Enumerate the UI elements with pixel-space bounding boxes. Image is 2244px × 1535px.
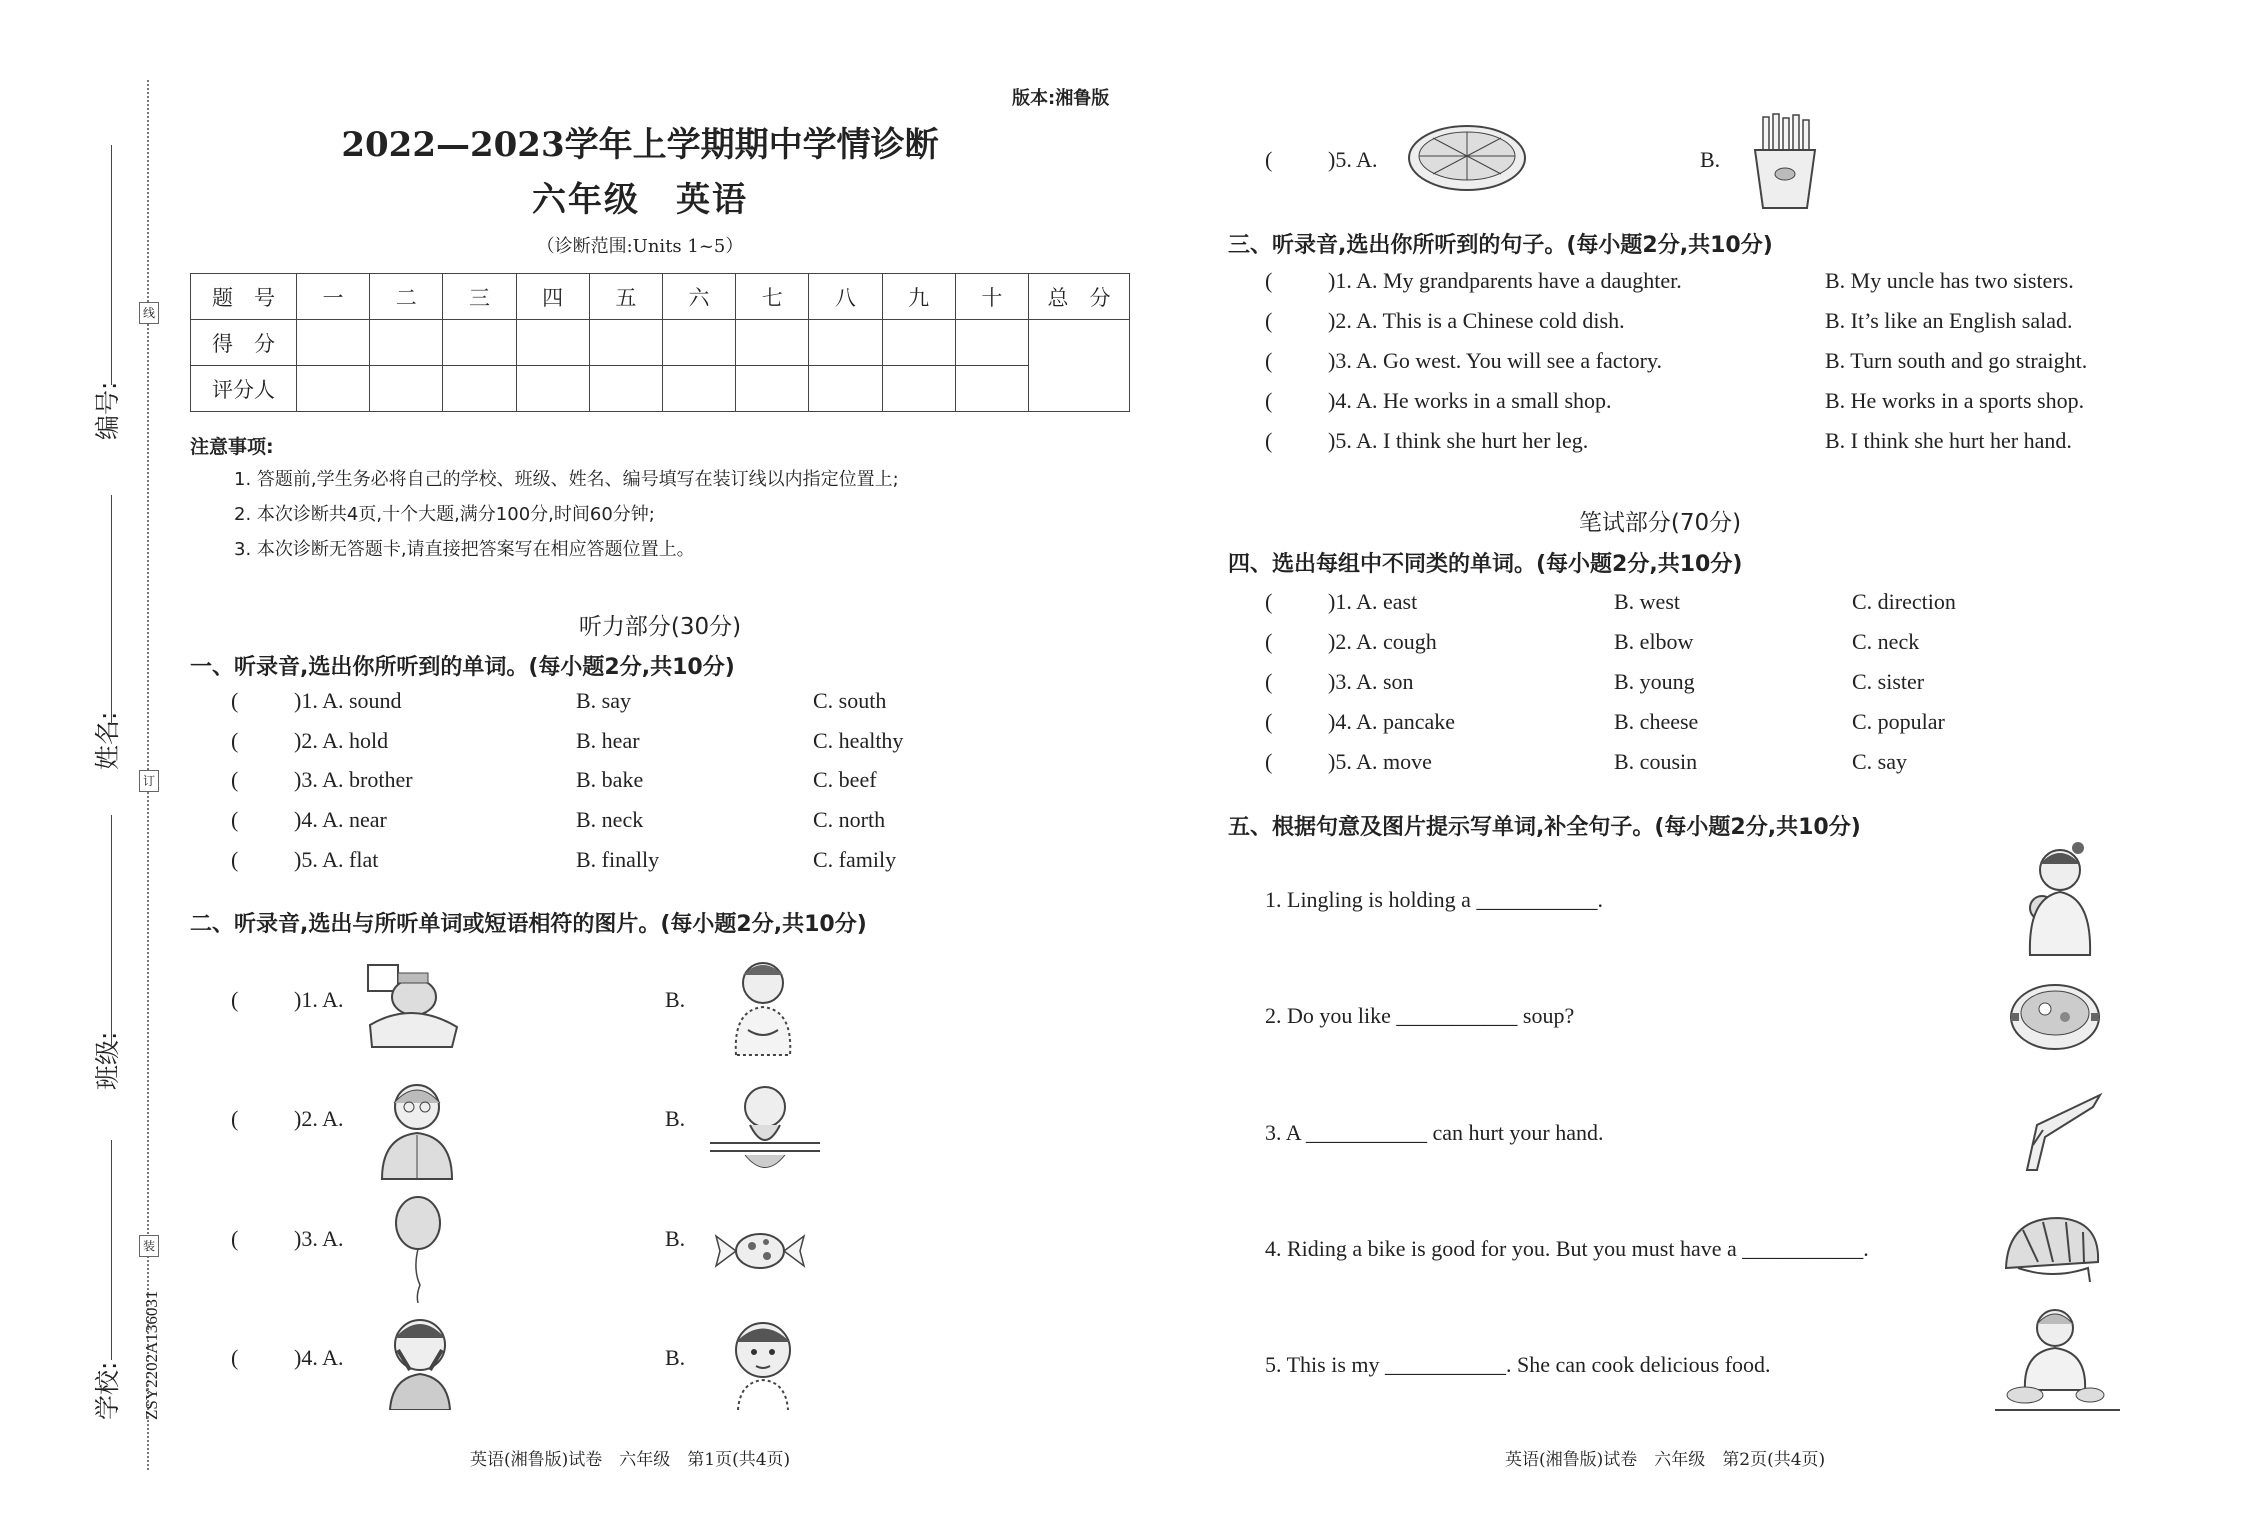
balloon-picture[interactable]	[388, 1195, 448, 1305]
footer-left: 英语(湘鲁版)试卷 六年级 第1页(共4页)	[470, 1450, 791, 1470]
question-option-a: )2. A. hold	[294, 728, 389, 753]
answer-paren[interactable]: (	[231, 1345, 239, 1370]
word-option-a: )3. A. son	[1328, 669, 1414, 694]
answer-paren[interactable]: (	[1265, 749, 1273, 774]
grandma-cooking-picture	[1995, 1300, 2120, 1420]
col-header: 四	[516, 274, 589, 320]
question-option-a: )4. A.	[294, 1345, 344, 1370]
name-label: 姓名:	[93, 711, 122, 770]
fill-sentence[interactable]: 5. This is my ___________. She can cook delicious food.	[1265, 1352, 1771, 1377]
answer-paren[interactable]: (	[231, 1106, 239, 1131]
binding-mark-staple: 订	[139, 770, 159, 792]
section1-heading: 一、听录音,选出你所听到的单词。(每小题2分,共10分)	[190, 655, 735, 680]
total-score-cell[interactable]	[1029, 320, 1130, 412]
score-cell[interactable]	[882, 320, 955, 366]
boy-crying-picture[interactable]	[380, 1310, 460, 1410]
sentence-option-a: )1. A. My grandparents have a daughter.	[1328, 268, 1682, 293]
col-header: 一	[297, 274, 370, 320]
section5-heading: 五、根据句意及图片提示写单词,补全句子。(每小题2分,共10分)	[1228, 815, 1861, 840]
listening-heading: 听力部分(30分)	[578, 614, 742, 640]
question-option-a: )3. A.	[294, 1226, 344, 1251]
edition-label: 版本:湘鲁版	[1012, 88, 1110, 109]
row-label: 得 分	[191, 320, 297, 366]
word-option-b: B. elbow	[1614, 629, 1694, 654]
col-header: 十	[955, 274, 1028, 320]
col-header: 二	[370, 274, 443, 320]
fill-sentence[interactable]: 4. Riding a bike is good for you. But you must have a ___________.	[1265, 1236, 1869, 1261]
word-option-b: B. young	[1614, 669, 1695, 694]
child-coughing-picture[interactable]	[710, 1075, 820, 1180]
grader-cell[interactable]	[736, 366, 809, 412]
grader-cell[interactable]	[516, 366, 589, 412]
answer-paren[interactable]: (	[1265, 428, 1273, 453]
question-option-b: B.	[665, 1226, 686, 1251]
question-option-b: B. say	[576, 688, 631, 713]
question-option-b: B. neck	[576, 807, 644, 832]
question-option-a: )5. A.	[1328, 147, 1378, 172]
answer-paren[interactable]: (	[231, 728, 239, 753]
answer-paren[interactable]: (	[1265, 589, 1273, 614]
writing-heading: 笔试部分(70分)	[1578, 510, 1742, 536]
number-field[interactable]	[111, 145, 112, 385]
name-field[interactable]	[111, 495, 112, 725]
pizza-picture[interactable]	[1405, 118, 1530, 198]
grader-cell[interactable]	[589, 366, 662, 412]
score-cell[interactable]	[516, 320, 589, 366]
question-option-b: B. hear	[576, 728, 640, 753]
question-option-c: C. north	[813, 807, 886, 832]
col-header: 九	[882, 274, 955, 320]
question-option-a: )2. A.	[294, 1106, 344, 1131]
question-option-a: )1. A. sound	[294, 688, 402, 713]
score-table-header-row	[191, 274, 1130, 320]
fill-sentence[interactable]: 2. Do you like ___________ soup?	[1265, 1003, 1575, 1028]
word-option-c: C. sister	[1852, 669, 1925, 694]
question-option-a: )3. A. brother	[294, 767, 413, 792]
question-option-b: B.	[665, 987, 686, 1012]
word-option-c: C. direction	[1852, 589, 1956, 614]
french-fries-picture[interactable]	[1745, 112, 1825, 212]
score-row	[191, 320, 1130, 366]
school-field[interactable]	[111, 1140, 112, 1360]
binding-mark-bind: 装	[139, 1235, 159, 1257]
answer-paren[interactable]: (	[231, 767, 239, 792]
score-cell[interactable]	[370, 320, 443, 366]
score-cell[interactable]	[662, 320, 735, 366]
answer-paren[interactable]: (	[1265, 709, 1273, 734]
score-cell[interactable]	[443, 320, 516, 366]
binding-mark-line: 线	[139, 302, 159, 324]
row-label: 评分人	[191, 366, 297, 412]
notes-heading: 注意事项:	[190, 436, 274, 458]
word-option-b: B. cheese	[1614, 709, 1699, 734]
question-option-b: B. bake	[576, 767, 644, 792]
sentence-option-b: B. He works in a sports shop.	[1825, 388, 2085, 413]
col-header: 三	[443, 274, 516, 320]
note-item: 3. 本次诊断无答题卡,请直接把答案写在相应答题位置上。	[234, 539, 695, 560]
question-option-c: C. healthy	[813, 728, 904, 753]
question-option-a: )5. A. flat	[294, 847, 379, 872]
score-cell[interactable]	[955, 320, 1028, 366]
soup-pot-picture	[2005, 975, 2105, 1060]
sentence-option-b: B. My uncle has two sisters.	[1825, 268, 2074, 293]
fill-sentence[interactable]: 3. A ___________ can hurt your hand.	[1265, 1120, 1604, 1145]
answer-paren[interactable]: (	[231, 807, 239, 832]
answer-paren[interactable]: (	[231, 847, 239, 872]
grader-row	[191, 366, 1130, 412]
number-label: 编号:	[93, 381, 122, 440]
answer-paren[interactable]: (	[231, 1226, 239, 1251]
sentence-option-a: )5. A. I think she hurt her leg.	[1328, 428, 1589, 453]
score-cell[interactable]	[809, 320, 882, 366]
grader-cell[interactable]	[370, 366, 443, 412]
word-option-c: C. neck	[1852, 629, 1920, 654]
girl-holding-baby-picture	[2010, 840, 2100, 960]
col-header: 七	[736, 274, 809, 320]
exam-subtitle: 六年级 英语	[532, 180, 748, 220]
answer-paren[interactable]: (	[1265, 147, 1273, 172]
boy-stomachache-picture[interactable]	[718, 955, 808, 1060]
question-option-a: )1. A.	[294, 987, 344, 1012]
sentence-option-a: )4. A. He works in a small shop.	[1328, 388, 1612, 413]
boy-face-picture[interactable]	[718, 1310, 808, 1410]
grandpa-picture[interactable]	[372, 1075, 462, 1180]
col-header: 八	[809, 274, 882, 320]
paper-code: ZSY2202A136031	[142, 1290, 161, 1420]
row-label: 题 号	[191, 274, 297, 320]
question-option-b: B.	[1700, 147, 1721, 172]
score-cell[interactable]	[297, 320, 370, 366]
sentence-option-a: )2. A. This is a Chinese cold dish.	[1328, 308, 1625, 333]
note-item: 1. 答题前,学生务必将自己的学校、班级、姓名、编号填写在装订线以内指定位置上;	[234, 469, 899, 490]
answer-paren[interactable]: (	[1265, 669, 1273, 694]
sentence-option-b: B. I think she hurt her hand.	[1825, 428, 2072, 453]
knife-picture	[2015, 1085, 2105, 1175]
answer-paren[interactable]: (	[231, 688, 239, 713]
grader-cell[interactable]	[809, 366, 882, 412]
word-option-a: )5. A. move	[1328, 749, 1432, 774]
col-header: 五	[589, 274, 662, 320]
school-label: 学校:	[93, 1361, 122, 1420]
exam-title: 2022—2023学年上学期期中学情诊断	[341, 125, 939, 165]
grader-cell[interactable]	[882, 366, 955, 412]
question-option-c: C. family	[813, 847, 897, 872]
answer-paren[interactable]: (	[1265, 308, 1273, 333]
section2-heading: 二、听录音,选出与所听单词或短语相符的图片。(每小题2分,共10分)	[190, 912, 867, 937]
section4-heading: 四、选出每组中不同类的单词。(每小题2分,共10分)	[1228, 552, 1743, 577]
word-option-c: C. popular	[1852, 709, 1945, 734]
question-option-a: )4. A. near	[294, 807, 387, 832]
question-option-c: C. south	[813, 688, 887, 713]
question-option-b: B. finally	[576, 847, 660, 872]
sentence-option-b: B. It’s like an English salad.	[1825, 308, 2073, 333]
note-item: 2. 本次诊断共4页,十个大题,满分100分,时间60分钟;	[234, 504, 655, 525]
grader-cell[interactable]	[662, 366, 735, 412]
footer-right: 英语(湘鲁版)试卷 六年级 第2页(共4页)	[1505, 1450, 1826, 1470]
grader-cell[interactable]	[443, 366, 516, 412]
question-option-b: B.	[665, 1345, 686, 1370]
sick-in-bed-picture[interactable]	[362, 955, 462, 1055]
answer-paren[interactable]: (	[1265, 629, 1273, 654]
score-cell[interactable]	[736, 320, 809, 366]
question-option-b: B.	[665, 1106, 686, 1131]
total-header: 总 分	[1029, 274, 1130, 320]
answer-paren[interactable]: (	[231, 987, 239, 1012]
answer-paren[interactable]: (	[1265, 348, 1273, 373]
exam-scope: （诊断范围:Units 1~5）	[536, 236, 744, 257]
word-option-b: B. cousin	[1614, 749, 1698, 774]
fill-sentence[interactable]: 1. Lingling is holding a ___________.	[1265, 887, 1603, 912]
grader-cell[interactable]	[955, 366, 1028, 412]
score-table	[190, 273, 1130, 412]
grader-cell[interactable]	[297, 366, 370, 412]
col-header: 六	[662, 274, 735, 320]
word-option-a: )4. A. pancake	[1328, 709, 1456, 734]
class-label: 班级:	[93, 1031, 122, 1090]
section3-heading: 三、听录音,选出你所听到的句子。(每小题2分,共10分)	[1228, 233, 1773, 258]
answer-paren[interactable]: (	[1265, 268, 1273, 293]
word-option-b: B. west	[1614, 589, 1680, 614]
candy-picture[interactable]	[712, 1228, 808, 1274]
word-option-a: )2. A. cough	[1328, 629, 1437, 654]
helmet-picture	[1998, 1210, 2108, 1290]
question-option-c: C. beef	[813, 767, 877, 792]
score-cell[interactable]	[589, 320, 662, 366]
answer-paren[interactable]: (	[1265, 388, 1273, 413]
sentence-option-b: B. Turn south and go straight.	[1825, 348, 2088, 373]
word-option-c: C. say	[1852, 749, 1907, 774]
class-field[interactable]	[111, 815, 112, 1045]
sentence-option-a: )3. A. Go west. You will see a factory.	[1328, 348, 1663, 373]
word-option-a: )1. A. east	[1328, 589, 1418, 614]
